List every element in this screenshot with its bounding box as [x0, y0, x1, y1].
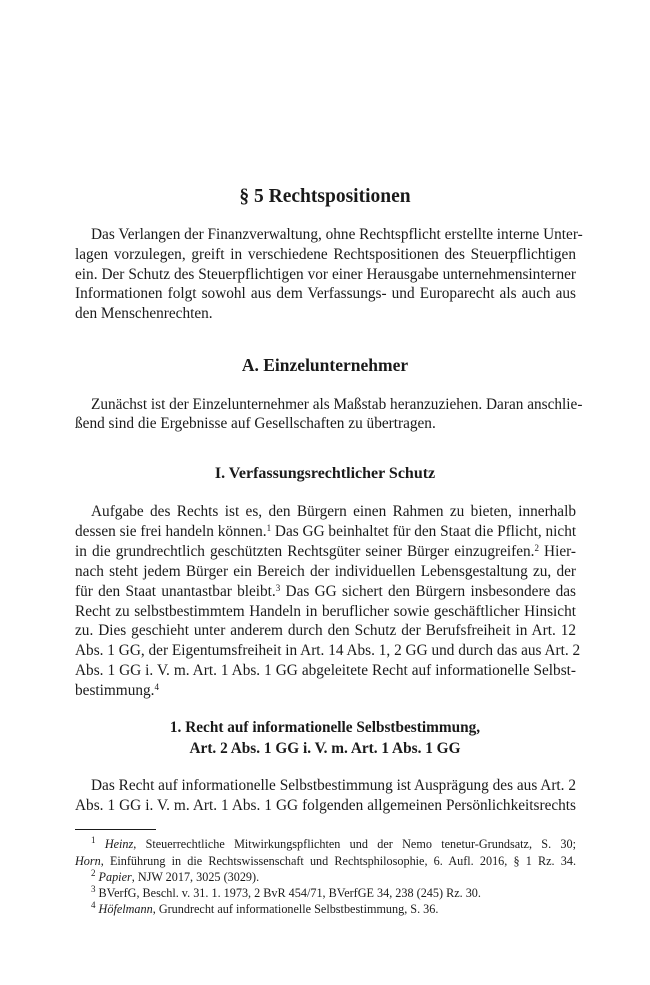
footnote-3-number: 3 [91, 884, 96, 894]
footnote-1-line-2 [75, 853, 576, 870]
section-heading-a: A. Einzelunternehmer [241, 355, 409, 375]
footnote-ref-1[interactable]: 1 [266, 523, 272, 533]
para-i-line-6: Recht zu selbstbestimmtem Handeln in beruflicher sowie geschäftlicher Hinsicht [75, 603, 576, 620]
para-i-line-2 [75, 522, 576, 542]
footnote-ref-2[interactable]: 2 [534, 543, 539, 553]
intro-line-5: den Menschenrechten. [75, 305, 213, 322]
section-heading-i: I. Verfassungsrechtlicher Schutz [214, 465, 436, 482]
footnote-4-number: 4 [91, 900, 96, 910]
para-i-line-2-text-a: dessen sie frei handeln können. [75, 523, 267, 540]
intro-line-1: Das Verlangen der Finanzverwaltung, ohne Rechtspflicht erstellte interne Unter- [91, 226, 583, 243]
footnote-3 [91, 885, 576, 902]
footnote-1-text: , Steuerrechtliche Mitwirkungspflichten und der Nemo tenetur-Grundsatz, S. 30; [133, 837, 577, 851]
para-i-line-5 [75, 582, 576, 602]
para-i-line-1: Aufgabe des Rechts ist es, den Bürgern einen Rahmen zu bieten, innerhalb [91, 503, 576, 520]
footnote-3-text: BVerfG, Beschl. v. 31. 1. 1973, 2 BvR 454/71, BVerfGE 34, 238 (245) Rz. 30. [98, 886, 481, 900]
para-1-line-1: Das Recht auf informationelle Selbstbestimmung ist Ausprägung des aus Art. 2 [91, 777, 576, 794]
intro-line-3: ein. Der Schutz des Steuerpflichtigen vor einer Herausgabe unternehmensinterner [75, 266, 576, 283]
para-i-line-5-text-b: Das GG sichert den Bürgern insbesondere das [280, 583, 576, 600]
para-i-line-2-text-b: Das GG beinhaltet für den Staat die Pflicht, nicht [271, 523, 577, 540]
footnote-separator [75, 829, 156, 830]
para-a-line-1: Zunächst ist der Einzelunternehmer als Maßstab heranzuziehen. Daran anschlie- [91, 396, 583, 413]
footnote-1b-text: , Einführung in die Rechtswissenschaft und Rechtsphilosophie, 6. Aufl. 2016, § 1 Rz. 34. [100, 854, 576, 868]
para-i-line-10-text: bestimmung. [75, 682, 155, 699]
footnote-4-author: Höfelmann [98, 902, 153, 916]
footnote-1-author: Heinz [104, 837, 134, 851]
footnote-1-line-1 [91, 836, 576, 853]
footnote-1b-author: Horn [75, 854, 101, 868]
subsection-heading-1-line-1: 1. Recht auf informationelle Selbstbestimmung, [169, 719, 481, 736]
footnote-ref-3[interactable]: 3 [275, 583, 281, 593]
para-i-line-5-text-a: für den Staat unantastbar bleibt. [75, 583, 276, 600]
subsection-heading-1-line-2: Art. 2 Abs. 1 GG i. V. m. Art. 1 Abs. 1 GG [189, 740, 461, 757]
intro-line-2: lagen vorzulegen, greift in verschiedene Rechtspositionen des Steuerpflichtigen [75, 246, 576, 263]
para-i-line-3-text-b: Hier- [538, 543, 576, 560]
footnote-4-text: , Grundrecht auf informationelle Selbstbestimmung, S. 36. [152, 902, 439, 916]
para-i-line-8: Abs. 1 GG, der Eigentumsfreiheit in Art. 14 Abs. 1, 2 GG und durch das aus Art. 2 [75, 642, 581, 659]
footnote-2 [91, 869, 576, 886]
intro-line-4: Informationen folgt sowohl aus dem Verfassungs- und Europarecht als auch aus [75, 285, 576, 302]
footnote-4 [91, 901, 576, 918]
footnote-ref-4[interactable]: 4 [154, 682, 159, 692]
para-i-line-9: Abs. 1 GG i. V. m. Art. 1 Abs. 1 GG abgeleitete Recht auf informationelle Selbst- [75, 662, 576, 679]
footnote-1-number: 1 [91, 835, 96, 845]
para-i-line-3-text-a: in die grundrechtlich geschützten Rechtsgüter seiner Bürger einzugreifen. [75, 543, 535, 560]
footnote-2-author: Papier [98, 870, 132, 884]
para-i-line-10 [75, 681, 576, 701]
para-i-line-3 [75, 542, 576, 562]
chapter-heading: § 5 Rechtspositionen [239, 186, 411, 207]
para-1-line-2: Abs. 1 GG i. V. m. Art. 1 Abs. 1 GG folgenden allgemeinen Persönlichkeitsrechts [75, 797, 576, 814]
para-a-line-2: ßend sind die Ergebnisse auf Gesellschaften zu übertragen. [75, 415, 436, 432]
para-i-line-7: zu. Dies geschieht unter anderem durch den Schutz der Berufsfreiheit in Art. 12 [75, 622, 576, 639]
footnote-2-text: , NJW 2017, 3025 (3029). [131, 870, 260, 884]
footnote-2-number: 2 [91, 868, 96, 878]
para-i-line-4: nach steht jedem Bürger ein Bereich der individuellen Lebensgestaltung zu, der [75, 563, 576, 580]
